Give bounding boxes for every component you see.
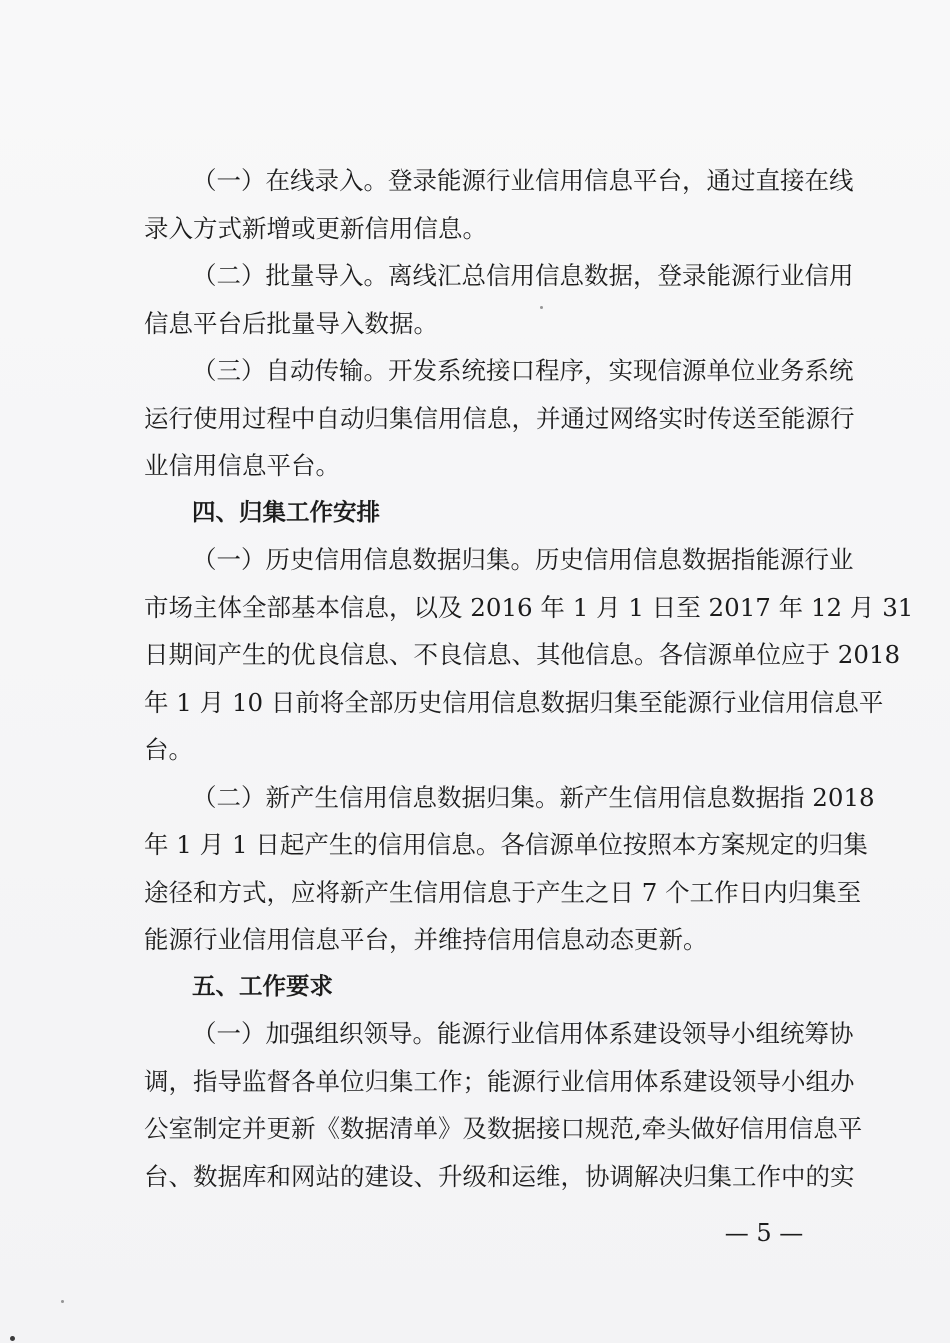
paragraph-line: 途径和方式，应将新产生信用信息于产生之日 7 个工作日内归集至	[144, 878, 862, 907]
paragraph-line: 日期间产生的优良信息、不良信息、其他信息。各信源单位应于 2018	[144, 640, 901, 669]
paragraph-line: 运行使用过程中自动归集信用信息，并通过网络实时传送至能源行	[144, 404, 855, 433]
paragraph-line: 台、数据库和网站的建设、升级和运维，协调解决归集工作中的实	[144, 1162, 855, 1191]
paragraph-line: 录入方式新增或更新信用信息。	[144, 214, 487, 243]
section-heading: 五、工作要求	[192, 972, 333, 1000]
page-number: — 5 —	[724, 1219, 804, 1247]
paragraph-line: 年 1 月 1 日起产生的信用信息。各信源单位按照本方案规定的归集	[144, 830, 868, 859]
scan-speck	[540, 306, 543, 309]
paragraph-line: （二）新产生信用信息数据归集。新产生信用信息数据指 2018	[192, 783, 875, 812]
paragraph-line: （一）在线录入。登录能源行业信用信息平台，通过直接在线	[192, 166, 854, 195]
paragraph-line: 年 1 月 10 日前将全部历史信用信息数据归集至能源行业信用信息平	[144, 688, 884, 717]
scan-speck	[61, 1300, 64, 1303]
paragraph-line: （三）自动传输。开发系统接口程序，实现信源单位业务系统	[192, 356, 854, 385]
paragraph-line: （一）历史信用信息数据归集。历史信用信息数据指能源行业	[192, 545, 854, 574]
paragraph-line: 市场主体全部基本信息，以及 2016 年 1 月 1 日至 2017 年 12 月 31	[144, 593, 914, 622]
paragraph-line: 公室制定并更新《数据清单》及数据接口规范,牵头做好信用信息平	[144, 1114, 863, 1143]
paragraph-line: 能源行业信用信息平台，并维持信用信息动态更新。	[144, 925, 708, 954]
scan-speck	[10, 1336, 15, 1341]
paragraph-line: 调，指导监督各单位归集工作；能源行业信用体系建设领导小组办	[144, 1067, 855, 1096]
paragraph-line: 业信用信息平台。	[144, 451, 340, 480]
paragraph-line: （一）加强组织领导。能源行业信用体系建设领导小组统筹协	[192, 1019, 854, 1048]
section-heading: 四、归集工作安排	[192, 498, 380, 526]
paragraph-line: （二）批量导入。离线汇总信用信息数据，登录能源行业信用	[192, 261, 854, 290]
paragraph-line: 信息平台后批量导入数据。	[144, 309, 438, 338]
paragraph-line: 台。	[144, 735, 193, 764]
